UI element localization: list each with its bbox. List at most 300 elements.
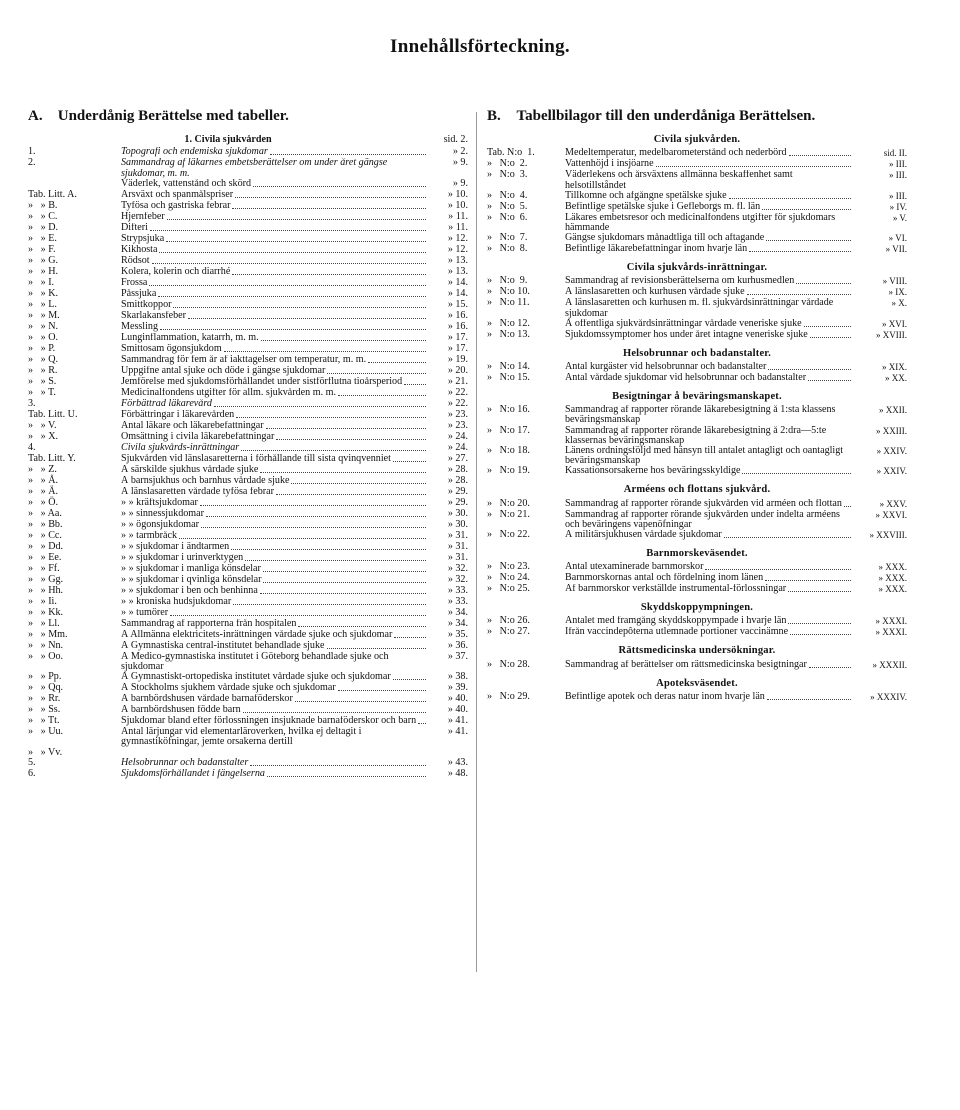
dot-leader [261, 333, 426, 341]
entry-label: » » N. [28, 320, 59, 332]
toc-entry [28, 245, 468, 256]
toc-entry [28, 388, 468, 399]
dot-leader [705, 562, 851, 570]
dot-leader [232, 267, 426, 275]
page-ref: » 41. [447, 726, 468, 738]
entry-label: » » Q. [28, 353, 59, 365]
page-ref: » 9. [452, 157, 468, 169]
entry-title: Messling [121, 321, 159, 332]
toc-entry [28, 509, 468, 520]
entry-label: » » P. [28, 342, 56, 354]
entry-label: » » D. [28, 221, 59, 233]
entry-label: » » Ö. [28, 496, 59, 508]
dot-leader [747, 287, 851, 295]
entry-title: Sammandrag af rapporter rörande läkarebesigtning å 2:dra—5:te klassernas beväringsmanskap [565, 425, 827, 446]
dot-leader [267, 769, 426, 777]
dot-leader [762, 202, 851, 210]
entry-title: Sammandrag af rapporterna från hospitalen [121, 618, 297, 629]
entry-label: » N:o 9. [487, 275, 528, 287]
toc-entry [487, 373, 907, 384]
toc-entry [28, 256, 468, 267]
toc-entry [28, 476, 468, 487]
page-ref: » X. [891, 298, 907, 309]
dot-leader [235, 190, 426, 198]
entry-title: Gängse sjukdomars månadtliga till och aftagande [565, 233, 765, 244]
entry-title: Topografi och endemiska sjukdomar [121, 147, 268, 158]
toc-entry [487, 499, 907, 510]
dot-leader [749, 244, 851, 252]
entry-label: » N:o 19. [487, 465, 530, 477]
entry-label: » » M. [28, 309, 60, 321]
entry-label: 3. [28, 397, 39, 409]
page-ref: » 15. [447, 298, 468, 310]
entry-label: » N:o 12. [487, 317, 530, 329]
entry-label: » N:o 14. [487, 361, 530, 373]
page-ref: » 11. [448, 210, 468, 222]
toc-entry [487, 202, 907, 213]
entry-title: Å länslasaretten och kurhusen vårdade sjuke [565, 287, 745, 298]
section-a-title: Underdånig Berättelse med tabeller. [57, 108, 289, 124]
entry-title: Å Gymnastiskt-ortopediska institutet vårdade sjuke och sjukdomar [121, 672, 391, 683]
dot-leader [236, 410, 426, 418]
page-ref: » XXXIV. [870, 691, 907, 702]
entry-title: Civila sjukvårds-inrättningar [121, 442, 240, 453]
section-a-heading [28, 108, 468, 124]
dot-leader [250, 758, 426, 766]
toc-entry [28, 641, 468, 652]
page-ref: » 10. [447, 199, 468, 211]
entry-title: Sammandrag af rapporter rörande sjukvården vid arméen och flottan [565, 498, 842, 509]
dot-leader [276, 432, 426, 440]
page-ref: » 12. [447, 232, 468, 244]
entry-title: » » sjukdomar i ändtarmen [121, 541, 230, 552]
page-ref: » 16. [447, 309, 468, 321]
entry-label: » » Pp. [28, 671, 62, 683]
entry-title: Sammandrag för fem år af iakttagelser om temperatur, m. m. [121, 354, 367, 365]
dot-leader [243, 705, 426, 713]
page-ref: » 10. [447, 188, 468, 200]
toc-entry [487, 362, 907, 373]
page-ref: » 20. [447, 364, 468, 376]
dot-leader [158, 289, 426, 297]
group-heading: Besigtningar å beväringsmanskapet. [612, 391, 782, 403]
entry-title: Å Gymnastiska central-institutet behandlade sjuke [121, 640, 325, 651]
page-ref: » 24. [447, 441, 468, 453]
page-ref: » 40. [447, 693, 468, 705]
entry-title: Sammandrag af rapporter rörande läkarebesigtning å 1:sta klassens beväringsmanskap [565, 405, 836, 426]
column-divider [476, 112, 477, 972]
entry-label: » » Oo. [28, 650, 64, 662]
toc-entry [487, 276, 907, 287]
entry-label: » N:o 26. [487, 615, 530, 627]
toc-entry [487, 287, 907, 298]
dot-leader [808, 373, 851, 381]
page-ref: » 34. [447, 617, 468, 629]
page-ref: » XXXI. [875, 627, 907, 638]
entry-label: 2. [28, 157, 39, 169]
entry-title: Förbättringar i läkarevården [121, 409, 235, 420]
page-ref: » 37. [447, 650, 468, 662]
page-ref: » IX. [888, 287, 907, 298]
entry-label: » N:o 21. [487, 508, 530, 520]
dot-leader [656, 159, 851, 167]
toc-entry [28, 190, 468, 201]
entry-label: » » Ff. [28, 562, 60, 574]
section-a-letter: A. [28, 108, 43, 124]
entry-label: » » Qq. [28, 682, 64, 694]
page-ref: » 2. [452, 146, 468, 158]
toc-entry [28, 619, 468, 630]
section-b-letter: B. [487, 108, 501, 124]
dot-leader [159, 245, 426, 253]
toc-entry [487, 330, 907, 341]
dot-leader [232, 201, 426, 209]
dot-leader [224, 344, 426, 352]
dot-leader [214, 399, 426, 407]
page-ref: » 43. [447, 756, 468, 768]
dot-leader [844, 499, 851, 507]
toc-entry [28, 553, 468, 564]
entry-title: Kolera, kolerin och diarrhé [121, 266, 231, 277]
entry-title: Förbättrad läkarevård [121, 398, 212, 409]
dot-leader [233, 597, 426, 605]
toc-entry [28, 575, 468, 586]
page-ref: » V. [892, 212, 907, 223]
toc-entry [28, 630, 468, 641]
page-ref: » 29. [447, 496, 468, 508]
toc-entry [28, 683, 468, 694]
entry-label: » » Gg. [28, 573, 64, 585]
page-ref: » 38. [447, 671, 468, 683]
entry-title: Ifrån vaccindepôterna utlemnade portioner vaccinämne [565, 627, 789, 638]
toc-entry [28, 212, 468, 223]
toc-entry [487, 148, 907, 159]
entry-label: » » Nn. [28, 639, 64, 651]
toc-entry [28, 465, 468, 476]
entry-label: » » Ä. [28, 485, 59, 497]
entry-title: Antal utexaminerade barnmorskor [565, 562, 704, 573]
entry-label: » N:o 27. [487, 626, 530, 638]
dot-leader [263, 575, 426, 583]
entry-label: 4. [28, 441, 39, 453]
entry-label: » N:o 16. [487, 404, 530, 416]
dot-leader [418, 716, 426, 724]
group-heading: Rättsmedicinska undersökningar. [618, 645, 776, 657]
page-ref: » 33. [447, 595, 468, 607]
dot-leader [263, 564, 426, 572]
page-ref: » 30. [447, 518, 468, 530]
dot-leader [188, 311, 426, 319]
entry-label: » » Vv. [28, 746, 63, 758]
entry-label: » N:o 13. [487, 328, 530, 340]
entry-label: Tab. Litt. A. [28, 188, 77, 200]
toc-entry [28, 542, 468, 553]
toc-entry [28, 355, 468, 366]
page-ref: » XXIV. [876, 446, 907, 457]
page-ref: » 17. [447, 342, 468, 354]
toc-entry [28, 267, 468, 278]
dot-leader [260, 586, 426, 594]
entry-title: » » kräftsjukdomar [121, 497, 198, 508]
entry-label: » » Ss. [28, 704, 61, 716]
entry-title: Befintlige spetälske sjuke i Gefleborgs m. fl. län [565, 201, 761, 212]
dot-leader [150, 223, 426, 231]
dot-leader [167, 212, 426, 220]
entry-title: » » tarmbråck [121, 530, 178, 541]
toc-entry [487, 446, 907, 466]
entry-label: » » Cc. [28, 529, 62, 541]
section-b-groups [487, 135, 907, 703]
entry-title: Å särskilde sjukhus vårdade sjuke [121, 464, 259, 475]
page-ref: » 13. [447, 254, 468, 266]
entry-label: » » Kk. [28, 606, 64, 618]
toc-entry [28, 344, 468, 355]
entry-label: » N:o 17. [487, 424, 530, 436]
page-ref: » 33. [447, 584, 468, 596]
page-ref: » 22. [447, 386, 468, 398]
entry-title: Smittosam ögonsjukdom [121, 343, 222, 354]
page-ref: » VIII. [882, 276, 907, 287]
page-ref: » XXX. [878, 584, 907, 595]
page-ref: » XVI. [882, 318, 907, 329]
page-ref: » XVIII. [876, 329, 907, 340]
entry-title: » » ögonsjukdomar [121, 519, 199, 530]
entry-title: Lunginflammation, katarrh, m. m. [121, 332, 259, 343]
entry-title: Å barnbördshusen vårdade barnaföderskor [121, 694, 293, 705]
page-ref: » XXVIII. [869, 530, 907, 541]
toc-entry [487, 660, 907, 671]
entry-title: Hjernfeber [121, 211, 165, 222]
entry-title: Strypsjuka [121, 233, 165, 244]
entry-label: » » S. [28, 375, 57, 387]
entry-title: Medeltemperatur, medelbarometerstånd och nederbörd [565, 148, 787, 159]
dot-leader [152, 256, 426, 264]
page-ref: » III. [889, 159, 907, 170]
entry-label: » N:o 11. [487, 297, 530, 309]
entry-label: » » Hh. [28, 584, 64, 596]
page-ref: » 16. [447, 320, 468, 332]
section-a-subheading-ref: sid. 2. [443, 134, 468, 146]
entry-label: » N:o 10. [487, 286, 530, 298]
dot-leader [796, 276, 851, 284]
entry-label: » N:o 18. [487, 445, 530, 457]
dot-leader [810, 330, 851, 338]
dot-leader [260, 465, 426, 473]
page-ref: » 41. [447, 715, 468, 727]
entry-title: Sammandrag af läkarnes embetsberättelser om under året gängse sjukdomar, m. m. [121, 158, 388, 179]
page-ref: » 32. [447, 573, 468, 585]
toc-entry [28, 410, 468, 421]
toc-entry [28, 727, 468, 747]
entry-label: » » Mm. [28, 628, 68, 640]
entry-label: » » I. [28, 276, 55, 288]
entry-title: Sjukvården vid länslasaretterna i förhållande till sista qvinqvenniet [121, 453, 391, 464]
toc-entry [487, 510, 907, 530]
entry-title: Väderlekens och årsväxtens allmänna beskaffenhet samt helsotillståndet [565, 170, 793, 191]
toc-entry [28, 278, 468, 289]
toc-entry [28, 705, 468, 716]
entry-label: » N:o 25. [487, 583, 530, 595]
entry-label: » » Ee. [28, 551, 62, 563]
page-ref: » 14. [447, 276, 468, 288]
entry-title: Väderlek, vattenstånd och skörd [121, 178, 252, 189]
page-ref: » XXX. [878, 562, 907, 573]
toc-entry [28, 531, 468, 542]
toc-entry [28, 586, 468, 597]
toc-entry [487, 319, 907, 330]
entry-title: Skarlakansfeber [121, 310, 187, 321]
entry-title: Omsättning i civila läkarebefattningar [121, 431, 275, 442]
page-ref: » 13. [447, 265, 468, 277]
toc-entry [28, 311, 468, 322]
toc-entry [28, 597, 468, 608]
page-ref: » 9. [452, 177, 468, 189]
entry-title: » » sjukdomar i ben och benhinna [121, 585, 258, 596]
dot-leader [245, 553, 426, 561]
entry-title: Antal läkare och läkarebefattningar [121, 420, 264, 431]
page-ref: » III. [889, 190, 907, 201]
page-ref: » XXX. [878, 573, 907, 584]
page-ref: » IV. [889, 201, 907, 212]
dot-leader [327, 641, 426, 649]
entry-title: Läkares embetsresor och medicinalfondens utgifter för sjukdomars hämmande [565, 212, 836, 234]
dot-leader [724, 530, 851, 538]
page-ref: » XXII. [879, 405, 907, 416]
entry-label: » » O. [28, 331, 59, 343]
entry-label: » » X. [28, 430, 59, 442]
entry-label: 1. [28, 146, 39, 158]
entry-title: Antalet med framgång skyddskoppympade i hvarje län [565, 616, 787, 627]
dot-leader [231, 542, 426, 550]
dot-leader [368, 355, 426, 363]
entry-label: » » T. [28, 386, 56, 398]
entry-title: Tillkomne och afgångne spetälske sjuke [565, 190, 727, 201]
toc-entry [28, 158, 468, 178]
entry-label: » » R. [28, 364, 58, 376]
toc-entry [28, 454, 468, 465]
dot-leader [327, 366, 426, 374]
page-ref: » 35. [447, 628, 468, 640]
toc-entry [487, 466, 907, 477]
group-heading: Apoteksväsendet. [656, 677, 738, 689]
entry-title: Å barnsjukhus och barnhus vårdade sjuke [121, 475, 290, 486]
entry-label: 6. [28, 767, 39, 779]
entry-title: Sjukdomsförhållandet i fängelserna [121, 768, 265, 779]
toc-entry [487, 405, 907, 425]
toc-entry [487, 170, 907, 190]
toc-entry [487, 159, 907, 170]
entry-title: Å Stockholms sjukhem vårdade sjuke och sjukdomar [121, 683, 336, 694]
dot-leader [160, 322, 426, 330]
entry-title: Frossa [121, 277, 148, 288]
entry-label: » N:o 5. [487, 200, 528, 212]
dot-leader [338, 388, 426, 396]
toc-entry [28, 234, 468, 245]
page-ref: » XXXII. [872, 659, 907, 670]
dot-leader [295, 694, 426, 702]
entry-title: Antal kurgäster vid helsobrunnar och badanstalter [565, 362, 767, 373]
dot-leader [788, 616, 851, 624]
entry-label: » » Uu. [28, 726, 64, 738]
entry-title: Sjukdomssymptomer hos under året intagne veneriske sjuke [565, 329, 808, 340]
entry-title: Helsobrunnar och badanstalter [121, 757, 249, 768]
entry-title: Difteri [121, 222, 148, 233]
entry-label: » » Aa. [28, 507, 62, 519]
entry-label: » N:o 8. [487, 243, 528, 255]
toc-entry [28, 223, 468, 234]
toc-entry [28, 769, 468, 780]
dot-leader [201, 520, 426, 528]
entry-label: » » H. [28, 265, 59, 277]
entry-label: » N:o 29. [487, 690, 530, 702]
page-ref: » 21. [447, 375, 468, 387]
entry-title: Å Allmänna elektricitets-inrättningen vårdade sjuke och sjukdomar [121, 629, 393, 640]
toc-entry [28, 564, 468, 575]
toc-entry [28, 443, 468, 454]
dot-leader [166, 234, 426, 242]
entry-title: » » sjukdomar i qvinliga könsdelar [121, 574, 262, 585]
toc-entry [487, 298, 907, 318]
dot-leader [200, 498, 426, 506]
entry-label: » » Å. [28, 474, 59, 486]
page-ref: » 40. [447, 704, 468, 716]
dot-leader [276, 487, 426, 495]
toc-entry [28, 432, 468, 443]
page-ref: sid. II. [883, 148, 907, 159]
toc-entry [28, 201, 468, 212]
dot-leader [790, 627, 851, 635]
entry-label: » N:o 24. [487, 572, 530, 584]
group-heading: Helsobrunnar och badanstalter. [622, 347, 772, 359]
entry-title: Vattenhöjd i insjöarne [565, 159, 654, 170]
page-ref: » XXIV. [876, 466, 907, 477]
dot-leader [404, 377, 426, 385]
toc-entry [28, 748, 468, 758]
dot-leader [766, 233, 851, 241]
group-heading: Civila sjukvårds-inrättningar. [626, 262, 768, 274]
toc-entry [28, 421, 468, 432]
page-ref: » 31. [447, 540, 468, 552]
dot-leader [789, 148, 851, 156]
section-a-subheading-row [28, 135, 468, 145]
toc-entry [28, 498, 468, 509]
toc-entry [487, 191, 907, 202]
entry-label: » N:o 23. [487, 561, 530, 573]
toc-entry [28, 179, 468, 190]
entry-label: » » C. [28, 210, 58, 222]
page-ref: » 17. [447, 331, 468, 343]
group-heading: Arméens och flottans sjukvård. [623, 484, 771, 496]
page-ref: » XXIII. [876, 425, 907, 436]
dot-leader [179, 531, 426, 539]
entry-label: Tab. Litt. Y. [28, 452, 76, 464]
page-ref: » 22. [447, 397, 468, 409]
toc-entry [28, 758, 468, 769]
entry-label: » » Dd. [28, 540, 64, 552]
page-ref: » 48. [447, 767, 468, 779]
entry-label: » » G. [28, 254, 59, 266]
toc-entry [28, 147, 468, 158]
toc-entry [28, 289, 468, 300]
dot-leader [149, 278, 426, 286]
entry-label: » N:o 2. [487, 158, 528, 170]
entry-title: Å offentliga sjukvårdsinrättningar vårdade veneriske sjuke [565, 318, 802, 329]
toc-entry [28, 520, 468, 531]
page-ref: » 12. [447, 243, 468, 255]
section-a-subheading: 1. Civila sjukvården [184, 135, 272, 146]
toc-entry [28, 333, 468, 344]
entry-title: Smittkoppor [121, 299, 172, 310]
